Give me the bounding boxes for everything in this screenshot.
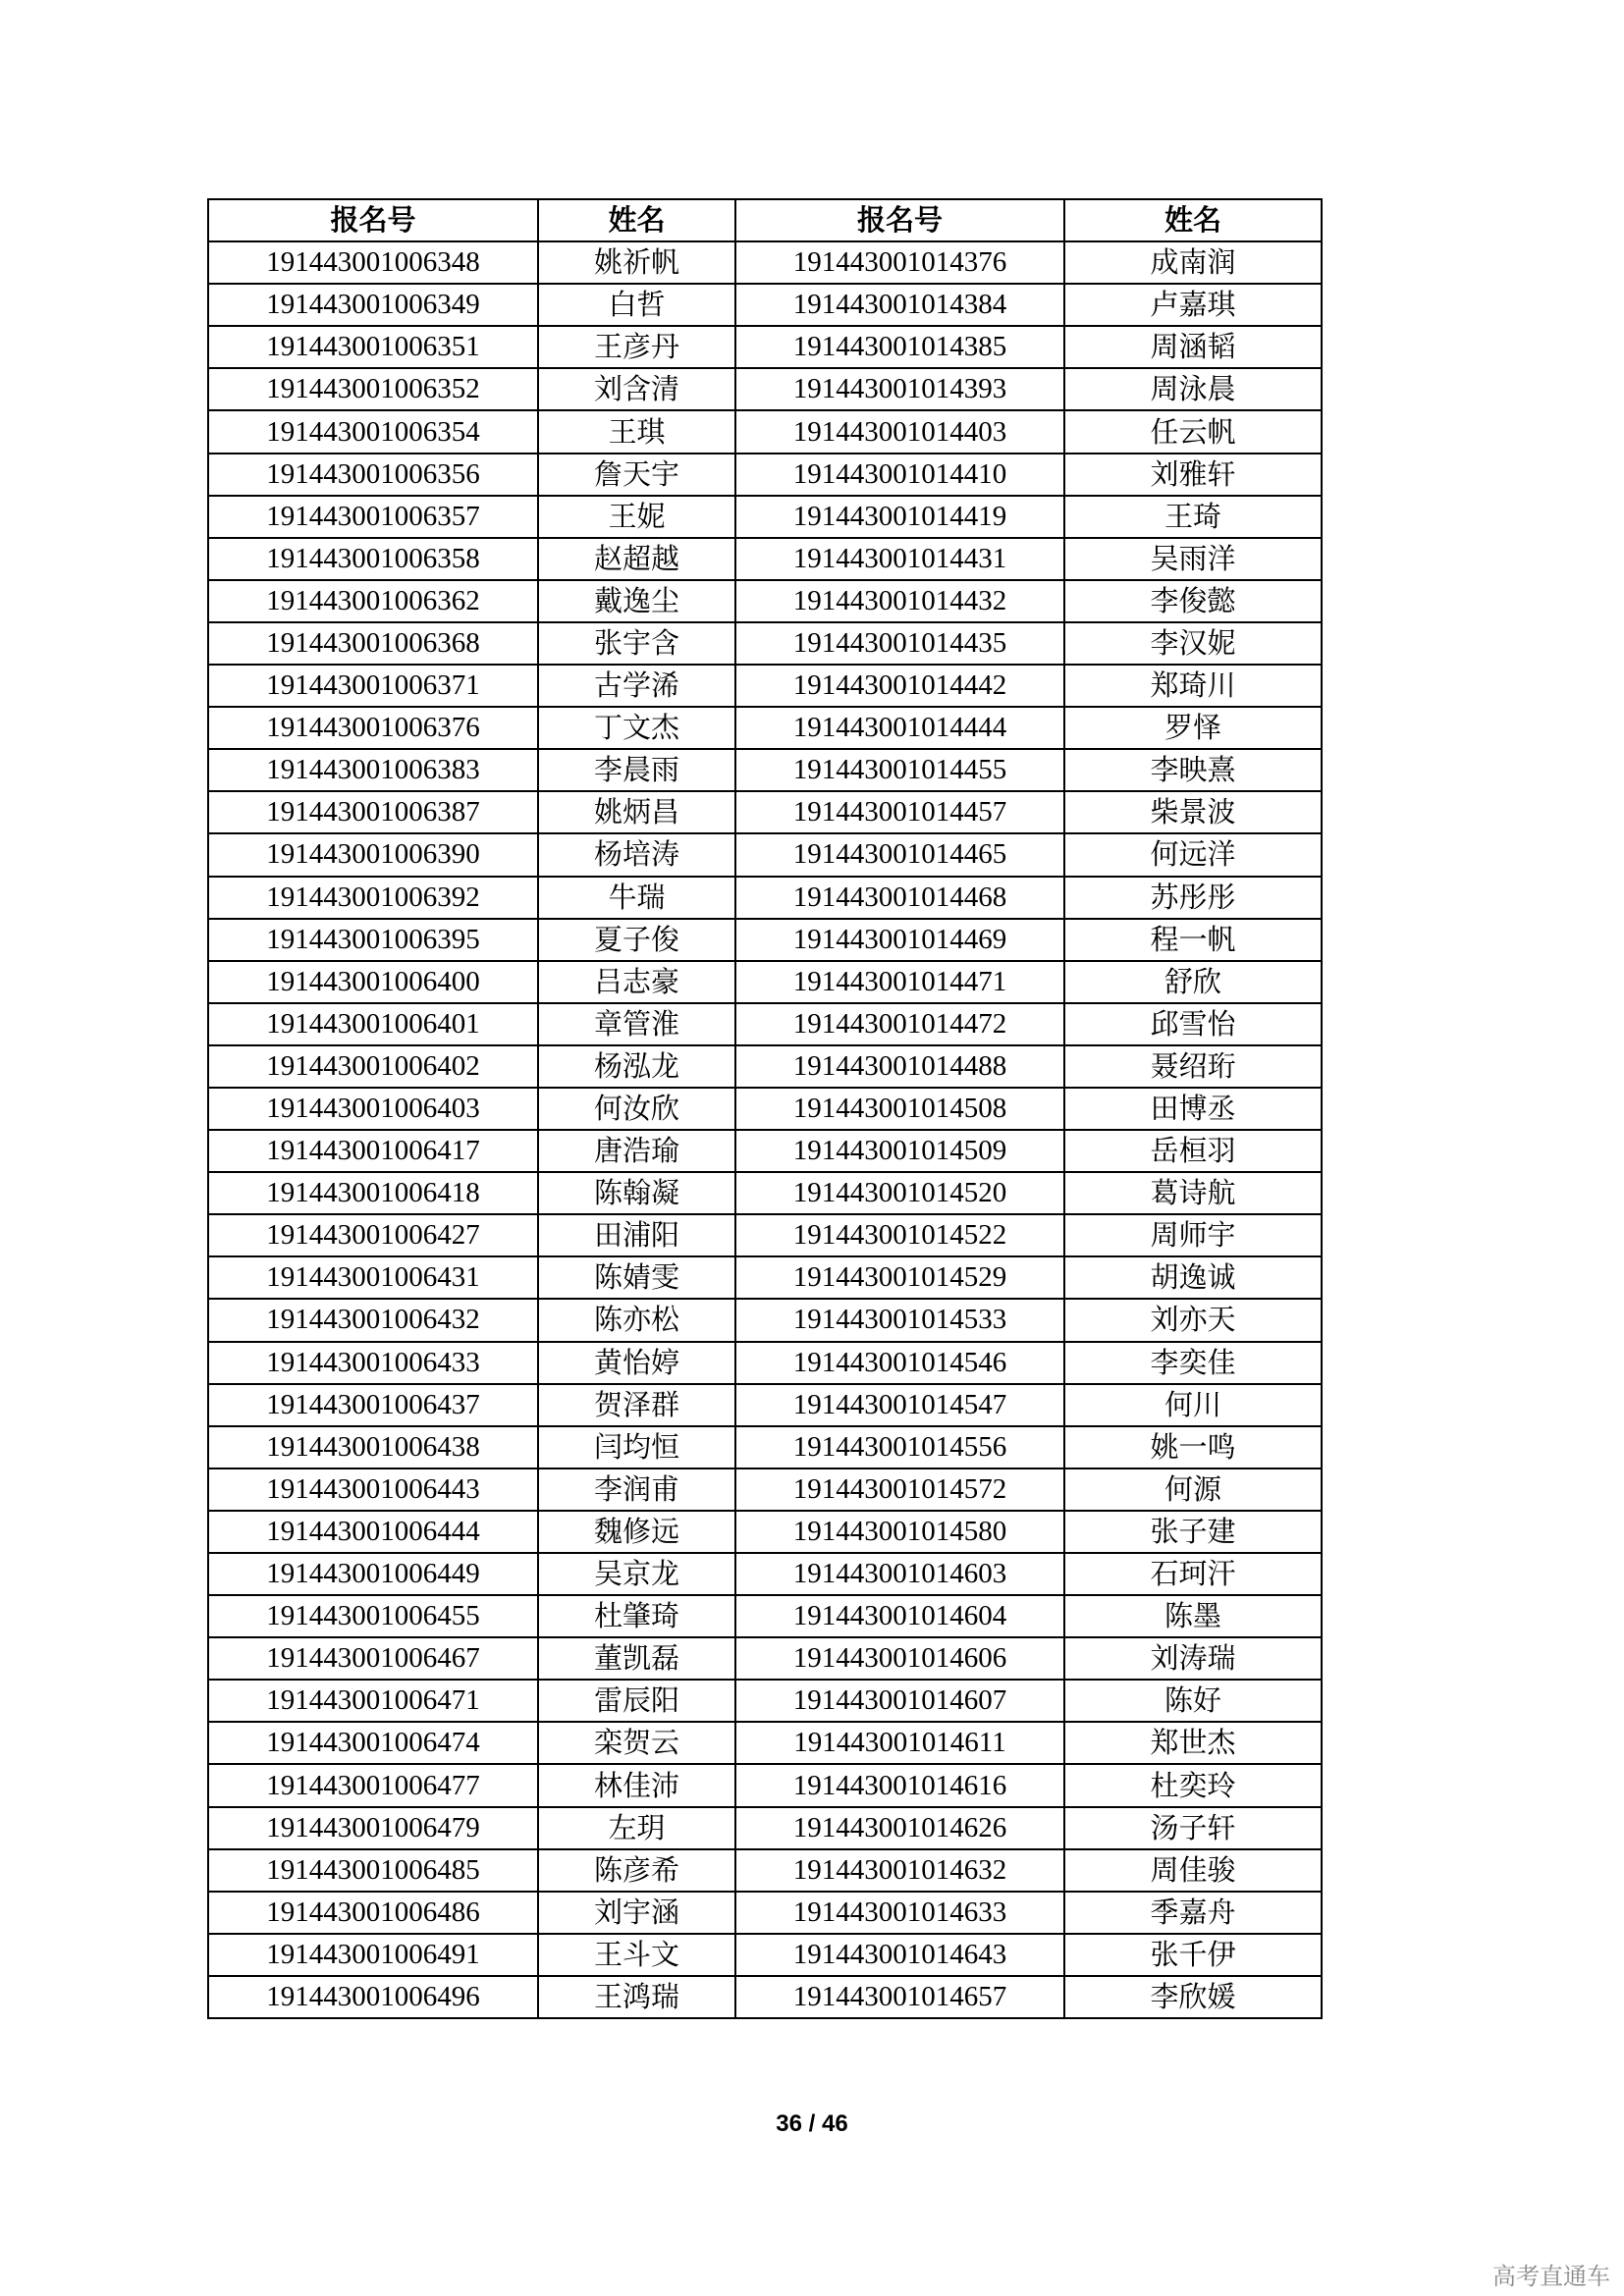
name-cell: 王斗文 bbox=[538, 1934, 735, 1976]
name-cell: 林佳沛 bbox=[538, 1764, 735, 1806]
registration-number-cell: 191443001014616 bbox=[735, 1764, 1064, 1806]
name-cell: 章管淮 bbox=[538, 1003, 735, 1045]
registration-number-cell: 191443001014393 bbox=[735, 368, 1064, 410]
table-row bbox=[208, 1299, 1322, 1341]
name-cell: 姚炳昌 bbox=[538, 791, 735, 833]
registration-number-cell: 191443001006491 bbox=[208, 1934, 538, 1976]
registration-number-cell: 191443001006474 bbox=[208, 1722, 538, 1764]
page-number: 36 / 46 bbox=[776, 2110, 848, 2137]
table-row bbox=[208, 1045, 1322, 1088]
name-cell: 詹天宇 bbox=[538, 454, 735, 496]
registration-number-cell: 191443001014488 bbox=[735, 1045, 1064, 1088]
table-row bbox=[208, 1130, 1322, 1172]
table-row bbox=[208, 1934, 1322, 1976]
name-cell: 夏子俊 bbox=[538, 919, 735, 961]
table-row bbox=[208, 496, 1322, 538]
registration-number-cell: 191443001014457 bbox=[735, 791, 1064, 833]
name-cell: 田博丞 bbox=[1064, 1088, 1322, 1130]
table-row bbox=[208, 1214, 1322, 1256]
name-cell: 陈婧雯 bbox=[538, 1256, 735, 1299]
name-cell: 吴京龙 bbox=[538, 1553, 735, 1595]
name-cell: 王琦 bbox=[1064, 496, 1322, 538]
name-cell: 姚祈帆 bbox=[538, 241, 735, 284]
registration-number-cell: 191443001006427 bbox=[208, 1214, 538, 1256]
registration-number-cell: 191443001014468 bbox=[735, 877, 1064, 919]
registration-number-cell: 191443001006467 bbox=[208, 1637, 538, 1680]
name-cell: 雷辰阳 bbox=[538, 1680, 735, 1722]
registration-number-cell: 191443001006354 bbox=[208, 410, 538, 453]
table-row bbox=[208, 241, 1322, 284]
registration-number-cell: 191443001014580 bbox=[735, 1511, 1064, 1553]
name-cell: 葛诗航 bbox=[1064, 1172, 1322, 1214]
registration-number-cell: 191443001014385 bbox=[735, 326, 1064, 368]
table-row bbox=[208, 538, 1322, 580]
name-cell: 闫均恒 bbox=[538, 1426, 735, 1468]
table-row bbox=[208, 665, 1322, 707]
name-cell: 刘含清 bbox=[538, 368, 735, 410]
registration-number-cell: 191443001014611 bbox=[735, 1722, 1064, 1764]
registration-number-cell: 191443001014469 bbox=[735, 919, 1064, 961]
registration-number-cell: 191443001006351 bbox=[208, 326, 538, 368]
name-cell: 杨泓龙 bbox=[538, 1045, 735, 1088]
name-cell: 李映熹 bbox=[1064, 749, 1322, 791]
table-header-row bbox=[208, 199, 1322, 241]
registration-number-cell: 191443001014508 bbox=[735, 1088, 1064, 1130]
registration-number-cell: 191443001014442 bbox=[735, 665, 1064, 707]
name-cell: 岳桓羽 bbox=[1064, 1130, 1322, 1172]
name-cell: 赵超越 bbox=[538, 538, 735, 580]
name-cell: 王鸿瑞 bbox=[538, 1976, 735, 2018]
header-name: 姓名 bbox=[1064, 199, 1322, 241]
name-cell: 石珂汗 bbox=[1064, 1553, 1322, 1595]
name-cell: 任云帆 bbox=[1064, 410, 1322, 453]
registration-number-cell: 191443001014465 bbox=[735, 833, 1064, 876]
table-row bbox=[208, 1003, 1322, 1045]
name-cell: 李晨雨 bbox=[538, 749, 735, 791]
table-row bbox=[208, 1342, 1322, 1384]
registration-number-cell: 191443001006443 bbox=[208, 1468, 538, 1511]
table-row bbox=[208, 368, 1322, 410]
table-row bbox=[208, 1088, 1322, 1130]
name-cell: 苏彤彤 bbox=[1064, 877, 1322, 919]
registration-number-cell: 191443001014607 bbox=[735, 1680, 1064, 1722]
registration-number-cell: 191443001014546 bbox=[735, 1342, 1064, 1384]
table-row bbox=[208, 622, 1322, 665]
name-cell: 古学浠 bbox=[538, 665, 735, 707]
registration-number-cell: 191443001006477 bbox=[208, 1764, 538, 1806]
registration-number-cell: 191443001014556 bbox=[735, 1426, 1064, 1468]
table-row bbox=[208, 410, 1322, 453]
registration-number-cell: 191443001006390 bbox=[208, 833, 538, 876]
table-row bbox=[208, 1722, 1322, 1764]
registration-number-cell: 191443001006471 bbox=[208, 1680, 538, 1722]
registration-number-cell: 191443001006438 bbox=[208, 1426, 538, 1468]
registration-number-cell: 191443001014435 bbox=[735, 622, 1064, 665]
registration-number-cell: 191443001006348 bbox=[208, 241, 538, 284]
registration-number-cell: 191443001006486 bbox=[208, 1892, 538, 1934]
name-cell: 何远洋 bbox=[1064, 833, 1322, 876]
registration-number-cell: 191443001006431 bbox=[208, 1256, 538, 1299]
name-cell: 陈亦松 bbox=[538, 1299, 735, 1341]
table-row bbox=[208, 961, 1322, 1003]
table-row bbox=[208, 454, 1322, 496]
registration-number-cell: 191443001006433 bbox=[208, 1342, 538, 1384]
name-cell: 刘涛瑞 bbox=[1064, 1637, 1322, 1680]
table-row bbox=[208, 1468, 1322, 1511]
name-cell: 周佳骏 bbox=[1064, 1849, 1322, 1892]
table-row bbox=[208, 1256, 1322, 1299]
registration-number-cell: 191443001014604 bbox=[735, 1595, 1064, 1637]
name-cell: 李润甫 bbox=[538, 1468, 735, 1511]
registration-number-cell: 191443001014472 bbox=[735, 1003, 1064, 1045]
registration-number-cell: 191443001014403 bbox=[735, 410, 1064, 453]
registration-number-cell: 191443001006349 bbox=[208, 284, 538, 326]
table-row bbox=[208, 877, 1322, 919]
watermark: 高考直通车 bbox=[1492, 2263, 1610, 2290]
header-registration-number: 报名号 bbox=[208, 199, 538, 241]
name-cell: 李俊懿 bbox=[1064, 580, 1322, 622]
registration-number-cell: 191443001014657 bbox=[735, 1976, 1064, 2018]
registration-number-cell: 191443001006352 bbox=[208, 368, 538, 410]
name-cell: 王彦丹 bbox=[538, 326, 735, 368]
name-cell: 田浦阳 bbox=[538, 1214, 735, 1256]
registration-number-cell: 191443001006449 bbox=[208, 1553, 538, 1595]
name-cell: 杜奕玲 bbox=[1064, 1764, 1322, 1806]
name-cell: 王琪 bbox=[538, 410, 735, 453]
name-cell: 周师宇 bbox=[1064, 1214, 1322, 1256]
registration-number-cell: 191443001014533 bbox=[735, 1299, 1064, 1341]
registration-number-cell: 191443001006357 bbox=[208, 496, 538, 538]
table-row bbox=[208, 1511, 1322, 1553]
registration-number-cell: 191443001014509 bbox=[735, 1130, 1064, 1172]
name-cell: 柴景波 bbox=[1064, 791, 1322, 833]
table-row bbox=[208, 1764, 1322, 1806]
registration-number-cell: 191443001006403 bbox=[208, 1088, 538, 1130]
name-cell: 陈墨 bbox=[1064, 1595, 1322, 1637]
registration-number-cell: 191443001014529 bbox=[735, 1256, 1064, 1299]
table-row bbox=[208, 707, 1322, 749]
name-cell: 成南润 bbox=[1064, 241, 1322, 284]
registration-number-cell: 191443001006400 bbox=[208, 961, 538, 1003]
name-cell: 白哲 bbox=[538, 284, 735, 326]
registration-number-cell: 191443001014633 bbox=[735, 1892, 1064, 1934]
header-registration-number: 报名号 bbox=[735, 199, 1064, 241]
name-cell: 邱雪怡 bbox=[1064, 1003, 1322, 1045]
registration-number-cell: 191443001006358 bbox=[208, 538, 538, 580]
registration-number-cell: 191443001006371 bbox=[208, 665, 538, 707]
table-row bbox=[208, 1892, 1322, 1934]
registration-number-cell: 191443001014606 bbox=[735, 1637, 1064, 1680]
name-cell: 张千伊 bbox=[1064, 1934, 1322, 1976]
registration-number-cell: 191443001006356 bbox=[208, 454, 538, 496]
registration-number-cell: 191443001006368 bbox=[208, 622, 538, 665]
name-cell: 程一帆 bbox=[1064, 919, 1322, 961]
table-row bbox=[208, 1172, 1322, 1214]
name-cell: 刘宇涵 bbox=[538, 1892, 735, 1934]
name-cell: 何汝欣 bbox=[538, 1088, 735, 1130]
name-cell: 周泳晨 bbox=[1064, 368, 1322, 410]
registration-number-cell: 191443001006485 bbox=[208, 1849, 538, 1892]
registration-number-cell: 191443001014520 bbox=[735, 1172, 1064, 1214]
name-cell: 郑琦川 bbox=[1064, 665, 1322, 707]
table-row bbox=[208, 1976, 1322, 2018]
registration-number-cell: 191443001014384 bbox=[735, 284, 1064, 326]
name-cell: 张子建 bbox=[1064, 1511, 1322, 1553]
name-cell: 汤子轩 bbox=[1064, 1807, 1322, 1849]
name-cell: 黄怡婷 bbox=[538, 1342, 735, 1384]
name-cell: 何川 bbox=[1064, 1384, 1322, 1426]
name-cell: 周涵韬 bbox=[1064, 326, 1322, 368]
table-row bbox=[208, 1595, 1322, 1637]
name-cell: 吴雨洋 bbox=[1064, 538, 1322, 580]
name-cell: 贺泽群 bbox=[538, 1384, 735, 1426]
name-cell: 李汉妮 bbox=[1064, 622, 1322, 665]
registration-number-cell: 191443001014547 bbox=[735, 1384, 1064, 1426]
table-row bbox=[208, 580, 1322, 622]
registration-number-cell: 191443001006392 bbox=[208, 877, 538, 919]
name-cell: 罗怿 bbox=[1064, 707, 1322, 749]
name-cell: 刘雅轩 bbox=[1064, 454, 1322, 496]
table-row bbox=[208, 791, 1322, 833]
table-row bbox=[208, 833, 1322, 876]
registration-number-cell: 191443001006455 bbox=[208, 1595, 538, 1637]
registration-number-cell: 191443001006418 bbox=[208, 1172, 538, 1214]
registration-number-cell: 191443001006362 bbox=[208, 580, 538, 622]
registration-number-cell: 191443001014376 bbox=[735, 241, 1064, 284]
name-cell: 张宇含 bbox=[538, 622, 735, 665]
registration-number-cell: 191443001014626 bbox=[735, 1807, 1064, 1849]
registration-number-cell: 191443001006376 bbox=[208, 707, 538, 749]
registration-number-cell: 191443001014431 bbox=[735, 538, 1064, 580]
name-cell: 舒欣 bbox=[1064, 961, 1322, 1003]
name-cell: 魏修远 bbox=[538, 1511, 735, 1553]
name-cell: 聂绍珩 bbox=[1064, 1045, 1322, 1088]
registration-number-cell: 191443001006479 bbox=[208, 1807, 538, 1849]
name-cell: 丁文杰 bbox=[538, 707, 735, 749]
registration-number-cell: 191443001006402 bbox=[208, 1045, 538, 1088]
registration-number-cell: 191443001014572 bbox=[735, 1468, 1064, 1511]
registration-number-cell: 191443001014432 bbox=[735, 580, 1064, 622]
table-row bbox=[208, 1680, 1322, 1722]
registration-number-cell: 191443001014471 bbox=[735, 961, 1064, 1003]
name-cell: 陈彦希 bbox=[538, 1849, 735, 1892]
name-cell: 栾贺云 bbox=[538, 1722, 735, 1764]
table-row bbox=[208, 1807, 1322, 1849]
table-row bbox=[208, 1384, 1322, 1426]
registration-number-cell: 191443001006437 bbox=[208, 1384, 538, 1426]
registration-number-cell: 191443001006383 bbox=[208, 749, 538, 791]
registration-number-cell: 191443001014410 bbox=[735, 454, 1064, 496]
name-cell: 陈好 bbox=[1064, 1680, 1322, 1722]
registration-number-cell: 191443001014419 bbox=[735, 496, 1064, 538]
name-cell: 戴逸尘 bbox=[538, 580, 735, 622]
name-cell: 左玥 bbox=[538, 1807, 735, 1849]
registration-number-cell: 191443001014444 bbox=[735, 707, 1064, 749]
registration-number-cell: 191443001006395 bbox=[208, 919, 538, 961]
registration-number-cell: 191443001014643 bbox=[735, 1934, 1064, 1976]
table-row bbox=[208, 1637, 1322, 1680]
table-row bbox=[208, 749, 1322, 791]
name-cell: 姚一鸣 bbox=[1064, 1426, 1322, 1468]
registration-number-cell: 191443001006387 bbox=[208, 791, 538, 833]
name-cell: 李欣媛 bbox=[1064, 1976, 1322, 2018]
registration-number-cell: 191443001006444 bbox=[208, 1511, 538, 1553]
name-cell: 牛瑞 bbox=[538, 877, 735, 919]
name-cell: 李奕佳 bbox=[1064, 1342, 1322, 1384]
name-cell: 唐浩瑜 bbox=[538, 1130, 735, 1172]
registration-number-cell: 191443001014632 bbox=[735, 1849, 1064, 1892]
registration-number-cell: 191443001006401 bbox=[208, 1003, 538, 1045]
registration-number-cell: 191443001014603 bbox=[735, 1553, 1064, 1595]
table-row bbox=[208, 919, 1322, 961]
table-row bbox=[208, 1426, 1322, 1468]
registration-number-cell: 191443001006496 bbox=[208, 1976, 538, 2018]
name-cell: 王妮 bbox=[538, 496, 735, 538]
name-cell: 董凯磊 bbox=[538, 1637, 735, 1680]
registration-number-cell: 191443001014455 bbox=[735, 749, 1064, 791]
table-row bbox=[208, 1849, 1322, 1892]
name-cell: 何源 bbox=[1064, 1468, 1322, 1511]
name-cell: 卢嘉琪 bbox=[1064, 284, 1322, 326]
name-cell: 杜肇琦 bbox=[538, 1595, 735, 1637]
registration-number-cell: 191443001014522 bbox=[735, 1214, 1064, 1256]
name-cell: 季嘉舟 bbox=[1064, 1892, 1322, 1934]
registration-number-cell: 191443001006417 bbox=[208, 1130, 538, 1172]
table-row bbox=[208, 326, 1322, 368]
roster-table bbox=[207, 198, 1323, 2019]
name-cell: 杨培涛 bbox=[538, 833, 735, 876]
name-cell: 刘亦天 bbox=[1064, 1299, 1322, 1341]
name-cell: 吕志豪 bbox=[538, 961, 735, 1003]
name-cell: 胡逸诚 bbox=[1064, 1256, 1322, 1299]
name-cell: 郑世杰 bbox=[1064, 1722, 1322, 1764]
table-body bbox=[208, 241, 1322, 2018]
header-name: 姓名 bbox=[538, 199, 735, 241]
name-cell: 陈翰凝 bbox=[538, 1172, 735, 1214]
table-row bbox=[208, 1553, 1322, 1595]
registration-number-cell: 191443001006432 bbox=[208, 1299, 538, 1341]
table-row bbox=[208, 284, 1322, 326]
